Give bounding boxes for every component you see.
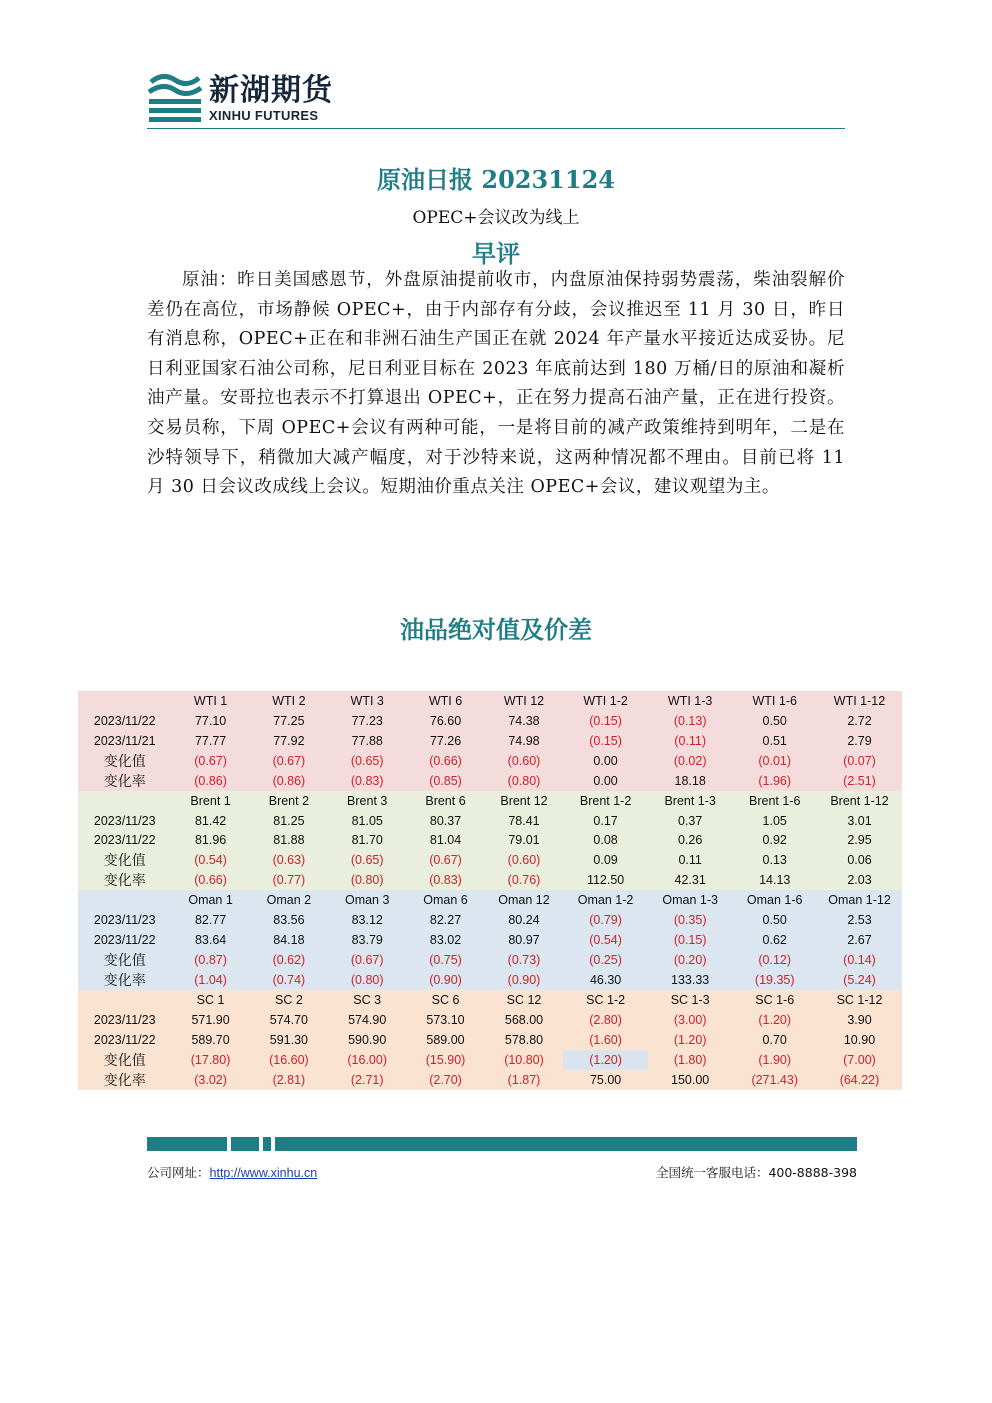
column-header: Brent 1-2 — [563, 791, 648, 811]
table-cell: (0.25) — [563, 950, 648, 970]
table-cell: 14.13 — [732, 870, 817, 890]
table-cell: 1.05 — [732, 811, 817, 831]
row-label: 变化值 — [78, 850, 171, 870]
table-header-row-oman — [78, 890, 902, 910]
table-cell: (0.74) — [250, 970, 328, 990]
table-cell: 0.08 — [563, 830, 648, 850]
table-row — [78, 1030, 902, 1050]
column-header: Oman 6 — [406, 890, 484, 910]
table-cell: 77.77 — [171, 731, 249, 751]
table-cell: (17.80) — [171, 1050, 249, 1070]
website-link[interactable]: http://www.xinhu.cn — [209, 1166, 318, 1180]
table-cell: (15.90) — [406, 1050, 484, 1070]
table-row — [78, 950, 902, 970]
table-cell: (0.11) — [648, 731, 733, 751]
table-cell: (0.65) — [328, 850, 406, 870]
website-label: 公司网址： — [147, 1165, 210, 1180]
table-cell: (0.12) — [732, 950, 817, 970]
table-cell: (0.54) — [563, 930, 648, 950]
row-label: 变化值 — [78, 1050, 171, 1070]
table-cell: 0.51 — [732, 731, 817, 751]
table-cell: 80.97 — [485, 930, 564, 950]
table-cell: 42.31 — [648, 870, 733, 890]
table-row — [78, 930, 902, 950]
table-cell: (0.60) — [485, 850, 564, 870]
table-cell: (2.70) — [406, 1070, 484, 1090]
row-label: 变化率 — [78, 771, 171, 791]
table-cell: (0.20) — [648, 950, 733, 970]
table-cell: 46.30 — [563, 970, 648, 990]
table-cell: (0.75) — [406, 950, 484, 970]
footer-bar-segment — [147, 1137, 227, 1151]
table-cell: (0.90) — [485, 970, 564, 990]
table-row — [78, 1070, 902, 1090]
table-row — [78, 970, 902, 990]
row-label: 2023/11/21 — [78, 731, 171, 751]
table-row — [78, 850, 902, 870]
table-cell: 574.70 — [250, 1010, 328, 1030]
table-cell: (0.87) — [171, 950, 249, 970]
table-cell: 2.03 — [817, 870, 902, 890]
table-cell: 82.27 — [406, 910, 484, 930]
row-label: 变化值 — [78, 751, 171, 771]
table-cell: 83.12 — [328, 910, 406, 930]
column-header: Oman 2 — [250, 890, 328, 910]
column-header: WTI 1 — [171, 691, 249, 711]
table-cell: (0.80) — [328, 870, 406, 890]
table-cell: (271.43) — [732, 1070, 817, 1090]
table-cell: (1.96) — [732, 771, 817, 791]
column-header: SC 12 — [485, 990, 564, 1010]
column-header: SC 1-6 — [732, 990, 817, 1010]
row-label: 变化率 — [78, 870, 171, 890]
table-cell: (2.81) — [250, 1070, 328, 1090]
row-label: 2023/11/23 — [78, 1010, 171, 1030]
column-header: WTI 3 — [328, 691, 406, 711]
table-row — [78, 1010, 902, 1030]
table-cell: (0.15) — [563, 711, 648, 731]
table-cell: 2.72 — [817, 711, 902, 731]
table-cell: 77.25 — [250, 711, 328, 731]
column-header: WTI 12 — [485, 691, 564, 711]
table-cell: 82.77 — [171, 910, 249, 930]
table-cell: (0.63) — [250, 850, 328, 870]
table-cell: (0.07) — [817, 751, 902, 771]
table-row — [78, 731, 902, 751]
table-cell: (0.76) — [485, 870, 564, 890]
column-header: Oman 1-12 — [817, 890, 902, 910]
logo-chinese-name: 新湖期货 — [209, 73, 333, 108]
section-morning-title: 早评 — [472, 239, 520, 268]
table-row — [78, 910, 902, 930]
table-cell: 3.01 — [817, 811, 902, 831]
table-cell: (19.35) — [732, 970, 817, 990]
report-title: 原油日报 20231124 — [377, 165, 615, 194]
column-header: Brent 1-6 — [732, 791, 817, 811]
table-cell: (0.35) — [648, 910, 733, 930]
table-cell: (3.00) — [648, 1010, 733, 1030]
table-cell: 568.00 — [485, 1010, 564, 1030]
footer-bar-segment — [275, 1137, 857, 1151]
section-table-title: 油品绝对值及价差 — [400, 615, 592, 644]
table-cell: 0.17 — [563, 811, 648, 831]
column-header: SC 2 — [250, 990, 328, 1010]
row-label: 变化值 — [78, 950, 171, 970]
table-cell: (64.22) — [817, 1070, 902, 1090]
footer-hotline: 全国统一客服电话：400-8888-398 — [655, 1165, 857, 1180]
company-logo — [147, 72, 347, 128]
table-cell: (0.79) — [563, 910, 648, 930]
table-cell: (0.14) — [817, 950, 902, 970]
table-cell: 81.88 — [250, 830, 328, 850]
table-cell: 78.41 — [485, 811, 564, 831]
table-cell: (0.86) — [171, 771, 249, 791]
column-header: WTI 1-6 — [732, 691, 817, 711]
column-header: SC 6 — [406, 990, 484, 1010]
table-cell: 83.56 — [250, 910, 328, 930]
table-cell: (1.90) — [732, 1050, 817, 1070]
table-cell: (0.86) — [250, 771, 328, 791]
header-blank-cell — [78, 890, 171, 910]
table-cell: (2.71) — [328, 1070, 406, 1090]
table-row — [78, 870, 902, 890]
table-cell: 0.50 — [732, 711, 817, 731]
table-cell: 81.05 — [328, 811, 406, 831]
table-cell: (0.66) — [406, 751, 484, 771]
table-cell: 76.60 — [406, 711, 484, 731]
table-cell: 81.96 — [171, 830, 249, 850]
table-cell: 77.10 — [171, 711, 249, 731]
table-cell: (0.15) — [648, 930, 733, 950]
row-label: 2023/11/23 — [78, 811, 171, 831]
table-cell: 0.37 — [648, 811, 733, 831]
table-cell: 0.06 — [817, 850, 902, 870]
table-cell: (0.60) — [485, 751, 564, 771]
table-cell: 0.92 — [732, 830, 817, 850]
table-cell: (0.67) — [171, 751, 249, 771]
table-cell: 0.13 — [732, 850, 817, 870]
column-header: Oman 12 — [485, 890, 564, 910]
table-row — [78, 811, 902, 831]
column-header: SC 1 — [171, 990, 249, 1010]
footer-bars — [147, 1137, 857, 1151]
column-header: SC 1-3 — [648, 990, 733, 1010]
column-header: WTI 6 — [406, 691, 484, 711]
table-cell: 2.67 — [817, 930, 902, 950]
table-cell: 81.04 — [406, 830, 484, 850]
table-cell: 0.09 — [563, 850, 648, 870]
column-header: SC 3 — [328, 990, 406, 1010]
table-cell: (0.90) — [406, 970, 484, 990]
table-cell: (0.02) — [648, 751, 733, 771]
table-cell: (16.00) — [328, 1050, 406, 1070]
table-cell: (0.54) — [171, 850, 249, 870]
table-cell: (0.80) — [328, 970, 406, 990]
column-header: Oman 3 — [328, 890, 406, 910]
table-cell: (5.24) — [817, 970, 902, 990]
table-cell: (0.85) — [406, 771, 484, 791]
table-header-row-wti — [78, 691, 902, 711]
table-cell: (3.02) — [171, 1070, 249, 1090]
table-cell: (0.67) — [328, 950, 406, 970]
table-cell: 2.95 — [817, 830, 902, 850]
column-header: Brent 1 — [171, 791, 249, 811]
table-cell: 133.33 — [648, 970, 733, 990]
table-cell: 0.11 — [648, 850, 733, 870]
footer-website — [147, 1163, 317, 1181]
table-row — [78, 1050, 902, 1070]
column-header: Brent 1-12 — [817, 791, 902, 811]
table-cell: 3.90 — [817, 1010, 902, 1030]
table-cell: (1.20) — [732, 1010, 817, 1030]
table-cell: 0.50 — [732, 910, 817, 930]
table-cell: (0.67) — [250, 751, 328, 771]
table-cell: 81.25 — [250, 811, 328, 831]
table-cell: 84.18 — [250, 930, 328, 950]
table-cell: 83.64 — [171, 930, 249, 950]
column-header: Brent 1-3 — [648, 791, 733, 811]
table-cell: (2.51) — [817, 771, 902, 791]
column-header: WTI 2 — [250, 691, 328, 711]
table-row — [78, 751, 902, 771]
table-cell: 77.26 — [406, 731, 484, 751]
commentary-paragraph: 原油：昨日美国感恩节，外盘原油提前收市，内盘原油保持弱势震荡，柴油裂解价差仍在高位，市场静候 OPEC+，由于内部存有分歧，会议推迟至 11 月 30 日，昨日有消息称，OPEC+正在和非洲石油生产国正在就 2024 年产量水平接近达成妥协。尼日利亚国家石油公司称，尼日利亚目标在 2023 年底前达到 180 万桶/日的原油和凝析油产量。安哥拉也表示不打算退出 OPEC+，正在努力提高石油产量，正在进行投资。交易员称，下周 OPEC+会议有两种可能，一是将目前的减产政策维持到明年，二是在沙特领导下，稍微加大减产幅度，对于沙特来说，这两种情况都不理由。目前已将 11 月 30 日会议改成线上会议。短期油价重点关注 OPEC+会议，建议观望为主。 — [147, 270, 845, 498]
table-cell: 2.79 — [817, 731, 902, 751]
table-cell: (1.20) — [648, 1030, 733, 1050]
column-header: Oman 1 — [171, 890, 249, 910]
table-cell: (1.20) — [563, 1050, 648, 1070]
table-cell: (2.80) — [563, 1010, 648, 1030]
row-label: 2023/11/23 — [78, 910, 171, 930]
table-cell: (0.73) — [485, 950, 564, 970]
price-spread-table — [78, 691, 902, 1090]
table-cell: (1.04) — [171, 970, 249, 990]
table-cell: 79.01 — [485, 830, 564, 850]
table-cell: 77.92 — [250, 731, 328, 751]
table-cell: (1.80) — [648, 1050, 733, 1070]
header-blank-cell — [78, 990, 171, 1010]
table-cell: 589.00 — [406, 1030, 484, 1050]
table-cell: (0.66) — [171, 870, 249, 890]
table-cell: 77.23 — [328, 711, 406, 731]
table-row — [78, 711, 902, 731]
table-cell: 10.90 — [817, 1030, 902, 1050]
column-header: Brent 12 — [485, 791, 564, 811]
header-blank-cell — [78, 791, 171, 811]
row-label: 变化率 — [78, 1070, 171, 1090]
table-cell: (0.65) — [328, 751, 406, 771]
row-label: 2023/11/22 — [78, 830, 171, 850]
table-cell: 0.62 — [732, 930, 817, 950]
table-cell: 2.53 — [817, 910, 902, 930]
row-label: 2023/11/22 — [78, 1030, 171, 1050]
table-cell: 75.00 — [563, 1070, 648, 1090]
column-header: Oman 1-6 — [732, 890, 817, 910]
table-cell: 74.38 — [485, 711, 564, 731]
xinhu-logo-icon — [147, 72, 203, 124]
column-header: WTI 1-12 — [817, 691, 902, 711]
table-cell: (7.00) — [817, 1050, 902, 1070]
table-cell: 0.00 — [563, 771, 648, 791]
table-cell: (0.62) — [250, 950, 328, 970]
table-cell: (16.60) — [250, 1050, 328, 1070]
table-cell: 80.24 — [485, 910, 564, 930]
table-cell: 81.70 — [328, 830, 406, 850]
column-header: Brent 3 — [328, 791, 406, 811]
table-cell: 83.79 — [328, 930, 406, 950]
table-cell: (10.80) — [485, 1050, 564, 1070]
table-cell: 18.18 — [648, 771, 733, 791]
table-cell: 0.26 — [648, 830, 733, 850]
header-divider — [147, 128, 845, 129]
table-cell: (0.67) — [406, 850, 484, 870]
logo-english-name: XINHU FUTURES — [209, 108, 319, 123]
column-header: Oman 1-2 — [563, 890, 648, 910]
table-cell: 591.30 — [250, 1030, 328, 1050]
table-row — [78, 771, 902, 791]
row-label: 2023/11/22 — [78, 930, 171, 950]
row-label: 变化率 — [78, 970, 171, 990]
table-cell: (0.01) — [732, 751, 817, 771]
table-cell: (0.13) — [648, 711, 733, 731]
table-cell: 150.00 — [648, 1070, 733, 1090]
table-cell: (0.83) — [328, 771, 406, 791]
header-blank-cell — [78, 691, 171, 711]
table-cell: 74.98 — [485, 731, 564, 751]
table-cell: 80.37 — [406, 811, 484, 831]
footer-bar-segment — [231, 1137, 259, 1151]
table-cell: 81.42 — [171, 811, 249, 831]
column-header: SC 1-12 — [817, 990, 902, 1010]
table-cell: (0.77) — [250, 870, 328, 890]
table-cell: (1.60) — [563, 1030, 648, 1050]
table-cell: 590.90 — [328, 1030, 406, 1050]
table-cell: 589.70 — [171, 1030, 249, 1050]
column-header: Oman 1-3 — [648, 890, 733, 910]
report-subtitle: OPEC+会议改为线上 — [412, 208, 580, 228]
table-cell: 0.70 — [732, 1030, 817, 1050]
column-header: SC 1-2 — [563, 990, 648, 1010]
row-label: 2023/11/22 — [78, 711, 171, 731]
table-cell: 578.80 — [485, 1030, 564, 1050]
table-cell: (1.87) — [485, 1070, 564, 1090]
table-cell: 571.90 — [171, 1010, 249, 1030]
table-cell: 83.02 — [406, 930, 484, 950]
table-header-row-sc — [78, 990, 902, 1010]
column-header: WTI 1-2 — [563, 691, 648, 711]
table-cell: (0.15) — [563, 731, 648, 751]
table-cell: (0.83) — [406, 870, 484, 890]
table-cell: 77.88 — [328, 731, 406, 751]
table-cell: 0.00 — [563, 751, 648, 771]
table-cell: 574.90 — [328, 1010, 406, 1030]
column-header: Brent 2 — [250, 791, 328, 811]
column-header: Brent 6 — [406, 791, 484, 811]
table-header-row-brent — [78, 791, 902, 811]
table-cell: (0.80) — [485, 771, 564, 791]
table-cell: 573.10 — [406, 1010, 484, 1030]
table-row — [78, 830, 902, 850]
column-header: WTI 1-3 — [648, 691, 733, 711]
table-cell: 112.50 — [563, 870, 648, 890]
footer-bar-segment — [263, 1137, 271, 1151]
